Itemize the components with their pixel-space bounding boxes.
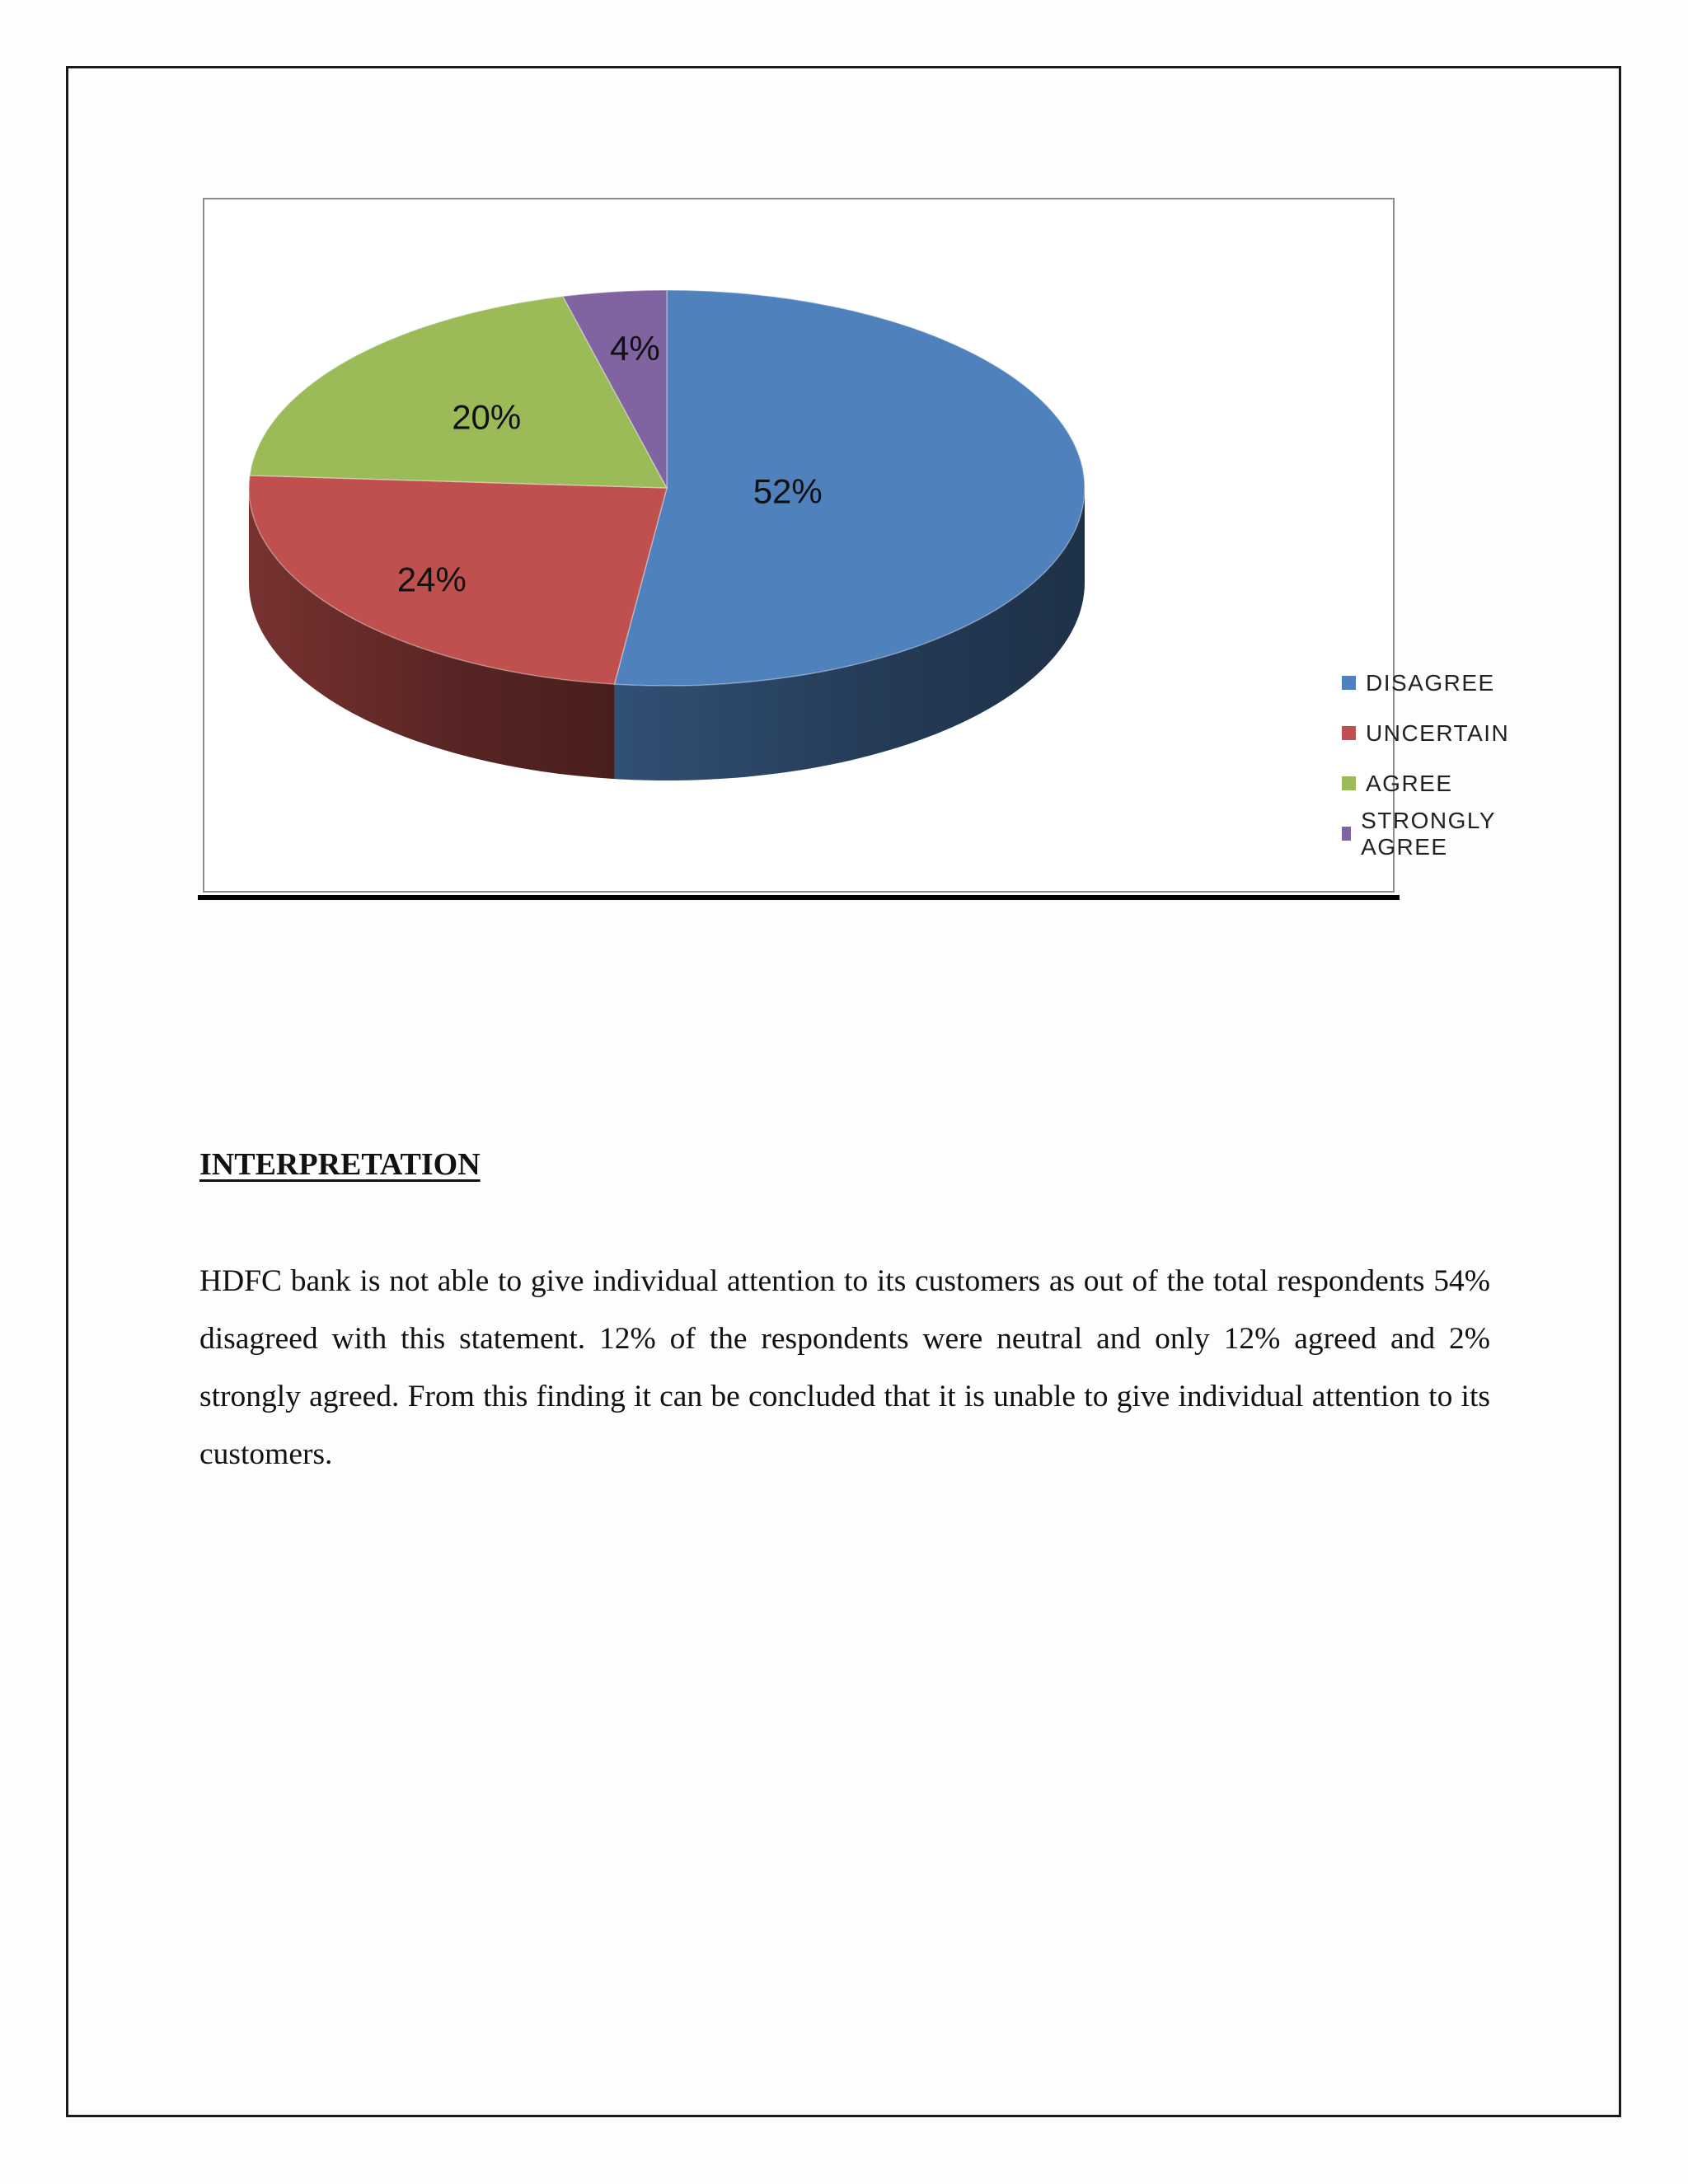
legend-item-uncertain	[1342, 708, 1509, 758]
interpretation-paragraph: HDFC bank is not able to give individual attention to its customers as out of the total respondents 54% disagreed with this statement. 12% of the respondents were neutral and only 12% agreed and 2% strongly agreed. From this finding it can be concluded that it is unable to give individual attention to its customers.	[199, 1264, 1490, 1471]
legend-swatch	[1342, 726, 1356, 740]
section-heading: INTERPRETATION	[199, 1147, 481, 1182]
legend-swatch	[1342, 776, 1356, 790]
legend-swatch	[1342, 676, 1356, 690]
legend-label: AGREE	[1366, 770, 1453, 796]
pie-chart	[203, 198, 1510, 893]
data-label-strongly-agree: 4%	[610, 328, 660, 368]
pie-chart-plot	[204, 199, 1396, 894]
legend-label: DISAGREE	[1366, 669, 1495, 696]
legend-label: STRONGLY AGREE	[1361, 807, 1496, 860]
chart-underline	[198, 895, 1400, 900]
data-label-agree: 20%	[452, 397, 522, 437]
legend-swatch	[1342, 827, 1351, 841]
data-label-disagree: 52%	[753, 471, 823, 511]
legend-item-disagree	[1342, 658, 1509, 708]
data-label-uncertain: 24%	[396, 560, 467, 599]
legend-item-strongly-agree	[1342, 808, 1509, 859]
legend-item-agree	[1342, 758, 1509, 808]
chart-legend	[1342, 658, 1509, 859]
legend-label: UNCERTAIN	[1366, 719, 1510, 746]
